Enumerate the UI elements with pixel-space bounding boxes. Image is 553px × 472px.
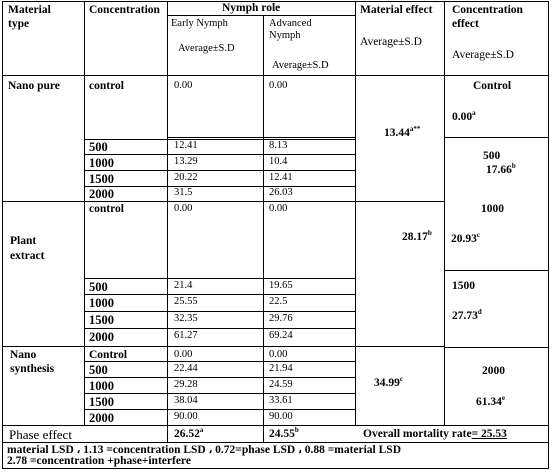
row-divider [84,139,355,140]
material-effect-value: $13.44^{a**}$ [384,125,421,139]
row-divider [444,270,549,271]
row-divider [84,294,355,295]
cell-conc: control [89,203,124,215]
conc-effect-label: 500 [483,150,501,162]
cell-advanced: 26.03 [269,187,293,198]
row-divider [2,425,549,426]
group-name-plant-extract-line2: extract [10,250,45,262]
table-border [2,1,3,469]
row-divider [167,137,355,138]
row-divider [84,393,355,394]
cell-advanced: 33.61 [269,395,293,406]
header-material-type-line2: type [8,18,30,30]
cell-conc: 1000 [89,156,114,170]
row-divider [84,170,355,171]
material-effect-value: 34.99$^c$ [374,375,403,389]
cell-advanced: 24.59 [269,379,293,390]
phase-effect-label: Phase effect [9,427,72,442]
group-name-nano-pure: Nano pure [8,80,60,92]
cell-advanced: 19.65 [269,280,293,291]
row-divider [2,346,445,347]
cell-advanced: 69.24 [269,330,293,341]
cell-early: 32.35 [174,313,198,324]
cell-early: 0.00 [174,203,193,214]
cell-early: 38.04 [174,395,198,406]
cell-early: 22.44 [174,363,198,374]
row-divider [84,278,355,279]
conc-effect-label: 1000 [481,203,504,215]
header-early-nymph: Early Nymph [171,18,228,29]
header-material-average-sd: Average±S.D [360,36,422,48]
cell-advanced: 22.5 [269,296,288,307]
cell-conc: 2000 [89,411,114,425]
cell-conc: 1500 [89,395,114,409]
conc-effect-label: Control [473,80,512,92]
material-effect-value: 28.17$^b$ [402,229,432,243]
cell-advanced: 12.41 [269,172,293,183]
phase-effect-early: 26.52$^a$ [174,426,204,440]
cell-conc: 2000 [89,187,114,201]
conc-effect-value: 61.34e [476,394,505,408]
row-divider [444,137,549,138]
cell-advanced: 0.00 [269,80,288,91]
header-concentration-effect-line2: effect [452,18,479,30]
row-divider [84,328,355,329]
header-material-effect: Material effect [360,4,433,16]
cell-early: 12.41 [174,140,198,151]
cell-advanced: 29.76 [269,313,293,324]
row-divider [167,15,355,16]
conc-effect-value: 17.66$^b$ [486,162,516,176]
cell-conc: Control [89,349,128,361]
row-divider [2,75,549,76]
conc-effect-value: 0.00$^a$ [452,109,476,123]
column-divider [355,1,356,426]
conc-effect-label: 1500 [452,280,475,292]
cell-early: 31.5 [174,187,193,198]
cell-conc: 500 [89,280,108,294]
cell-early: 29.28 [174,379,198,390]
column-divider [444,1,445,425]
cell-conc: 1500 [89,313,114,327]
header-advanced-average-sd: Average±S.D [272,60,329,71]
group-name-plant-extract-line1: Plant [10,235,37,247]
cell-early: 21.4 [174,280,193,291]
cell-early: 25.55 [174,296,198,307]
row-divider [444,347,549,348]
cell-advanced: 8.13 [269,140,288,151]
header-concentration: Concentration [89,4,160,16]
group-name-nano-synthesis-line2: synthesis [10,363,55,375]
cell-early: 13.29 [174,156,198,167]
cell-conc: 500 [89,363,108,377]
row-divider [84,154,355,155]
row-divider [84,186,355,187]
cell-conc: 1500 [89,172,114,186]
cell-early: 90.00 [174,411,198,422]
row-divider [84,377,355,378]
cell-advanced: 21.94 [269,363,293,374]
row-divider [84,409,355,410]
cell-early: 0.00 [174,80,193,91]
cell-early: 61.27 [174,330,198,341]
header-material-type-line1: Material [8,4,51,16]
cell-advanced: 0.00 [269,203,288,214]
cell-advanced: 90.00 [269,411,293,422]
row-divider [2,442,549,443]
cell-conc: 500 [89,140,108,154]
footnote-line1: material LSD ، 1.13 =concentration LSD ، 0.72=phase LSD ، 0.88 =material LSD [7,444,401,456]
row-divider [84,311,355,312]
cell-conc: 2000 [89,330,114,344]
header-advanced-line2: Nymph [269,30,301,41]
conc-effect-value: 20.93$^c$ [451,231,480,245]
cell-conc: 1000 [89,296,114,310]
header-nymph-role: Nymph role [222,2,281,14]
cell-conc: control [89,80,124,92]
conc-effect-value: 27.73$^d$ [452,308,482,322]
header-concentration-effect-line1: Concentration [452,4,523,16]
phase-effect-advanced: 24.55$^b$ [269,426,299,440]
cell-conc: 1000 [89,379,114,393]
header-early-average-sd: Average±S.D [178,43,235,54]
column-divider [167,1,168,442]
group-name-nano-synthesis-line1: Nano [10,349,37,361]
conc-effect-label: 2000 [482,365,505,377]
header-concentration-average-sd: Average±S.D [452,49,514,61]
table-border [2,468,549,469]
row-divider [2,201,445,202]
cell-advanced: 0.00 [269,349,288,360]
table-border [548,1,549,469]
header-advanced-line1: Advanced [269,18,312,29]
cell-early: 20.22 [174,172,198,183]
cell-advanced: 10.4 [269,156,288,167]
cell-early: 0.00 [174,349,193,360]
overall-mortality-rate: Overall mortality rate= 25.53 [363,428,507,440]
footnote-line2: 2.78 =concentration +phase+interfere [7,455,191,467]
